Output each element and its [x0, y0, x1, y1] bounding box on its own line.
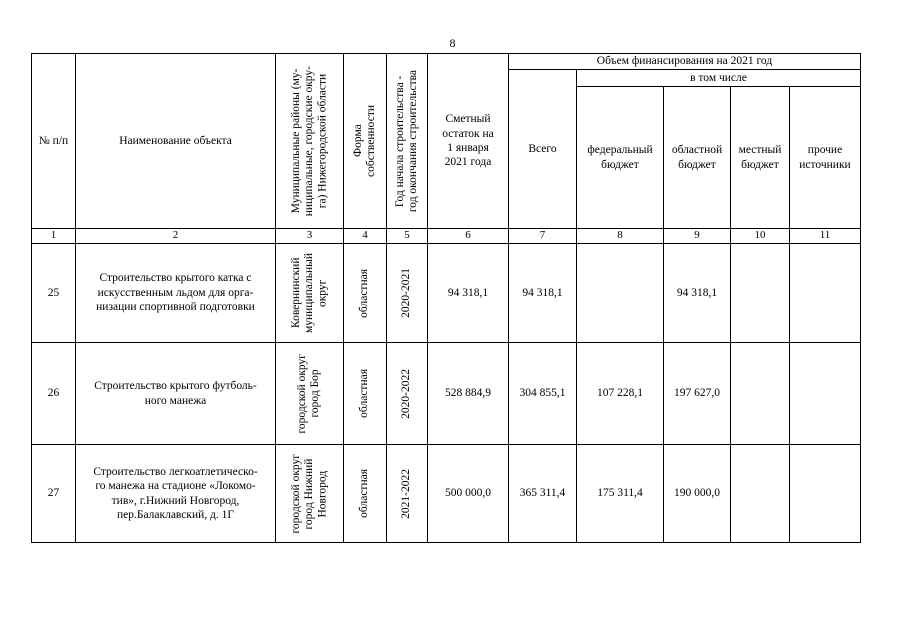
object-name: Строительство крытого катка с искусственным льдом для орга- низации спортивной подготовки [76, 244, 276, 343]
regional-cell: 94 318,1 [664, 244, 731, 343]
page-number: 8 [449, 36, 456, 50]
federal-cell: 107 228,1 [577, 343, 664, 445]
header-local: местный бюджет [731, 87, 790, 229]
header-row-1 [32, 54, 861, 70]
other-cell [790, 343, 861, 445]
funding-table [31, 53, 861, 543]
regional-cell: 197 627,0 [664, 343, 731, 445]
estimate-cell: 500 000,0 [428, 445, 509, 543]
federal-cell [577, 244, 664, 343]
total-cell: 304 855,1 [509, 343, 577, 445]
column-number: 3 [276, 229, 344, 244]
column-number: 4 [344, 229, 387, 244]
object-name: Строительство легкоатлетическо- го манежа на стадионе «Локомо- тив», г.Нижний Новгород, пер.Балаклавский, д. 1Г [76, 445, 276, 543]
federal-cell: 175 311,4 [577, 445, 664, 543]
ownership-cell: областная [344, 343, 387, 445]
column-number: 10 [731, 229, 790, 244]
years-cell: 2020-2021 [387, 244, 428, 343]
district-cell: городской округ город Бор [276, 343, 344, 445]
column-number: 6 [428, 229, 509, 244]
row-number: 25 [32, 244, 76, 343]
other-cell [790, 445, 861, 543]
table-row [32, 445, 861, 543]
column-number: 5 [387, 229, 428, 244]
estimate-cell: 528 884,9 [428, 343, 509, 445]
district-cell: городской округ город Нижний Новгород [276, 445, 344, 543]
header-years: Год начала строительства - год окончания строительства [387, 54, 428, 229]
header-other: прочие источники [790, 87, 861, 229]
table-row [32, 244, 861, 343]
district-cell: Ковернинский муниципальный округ [276, 244, 344, 343]
object-name: Строительство крытого футболь- ного манежа [76, 343, 276, 445]
row-number: 26 [32, 343, 76, 445]
column-number: 1 [32, 229, 76, 244]
header-num: № п/п [32, 54, 76, 229]
regional-cell: 190 000,0 [664, 445, 731, 543]
local-cell [731, 244, 790, 343]
estimate-cell: 94 318,1 [428, 244, 509, 343]
header-funding-group: Объем финансирования на 2021 год [509, 54, 861, 70]
table-row [32, 343, 861, 445]
column-number: 2 [76, 229, 276, 244]
header-name: Наименование объекта [76, 54, 276, 229]
years-cell: 2021-2022 [387, 445, 428, 543]
column-number: 9 [664, 229, 731, 244]
header-total: Всего [509, 70, 577, 229]
total-cell: 365 311,4 [509, 445, 577, 543]
header-district: Муниципальные районы (му- ниципальные, городские окру- га) Нижегородской области [276, 54, 344, 229]
column-number: 11 [790, 229, 861, 244]
header-federal: федеральный бюджет [577, 87, 664, 229]
local-cell [731, 445, 790, 543]
header-regional: областной бюджет [664, 87, 731, 229]
header-estimate: Сметный остаток на 1 января 2021 года [428, 54, 509, 229]
total-cell: 94 318,1 [509, 244, 577, 343]
ownership-cell: областная [344, 244, 387, 343]
ownership-cell: областная [344, 445, 387, 543]
row-number: 27 [32, 445, 76, 543]
column-number: 7 [509, 229, 577, 244]
column-number: 8 [577, 229, 664, 244]
local-cell [731, 343, 790, 445]
header-ownership: Форма собственности [344, 54, 387, 229]
other-cell [790, 244, 861, 343]
header-including: в том числе [577, 70, 861, 87]
years-cell: 2020-2022 [387, 343, 428, 445]
column-numbers-row [32, 229, 861, 244]
